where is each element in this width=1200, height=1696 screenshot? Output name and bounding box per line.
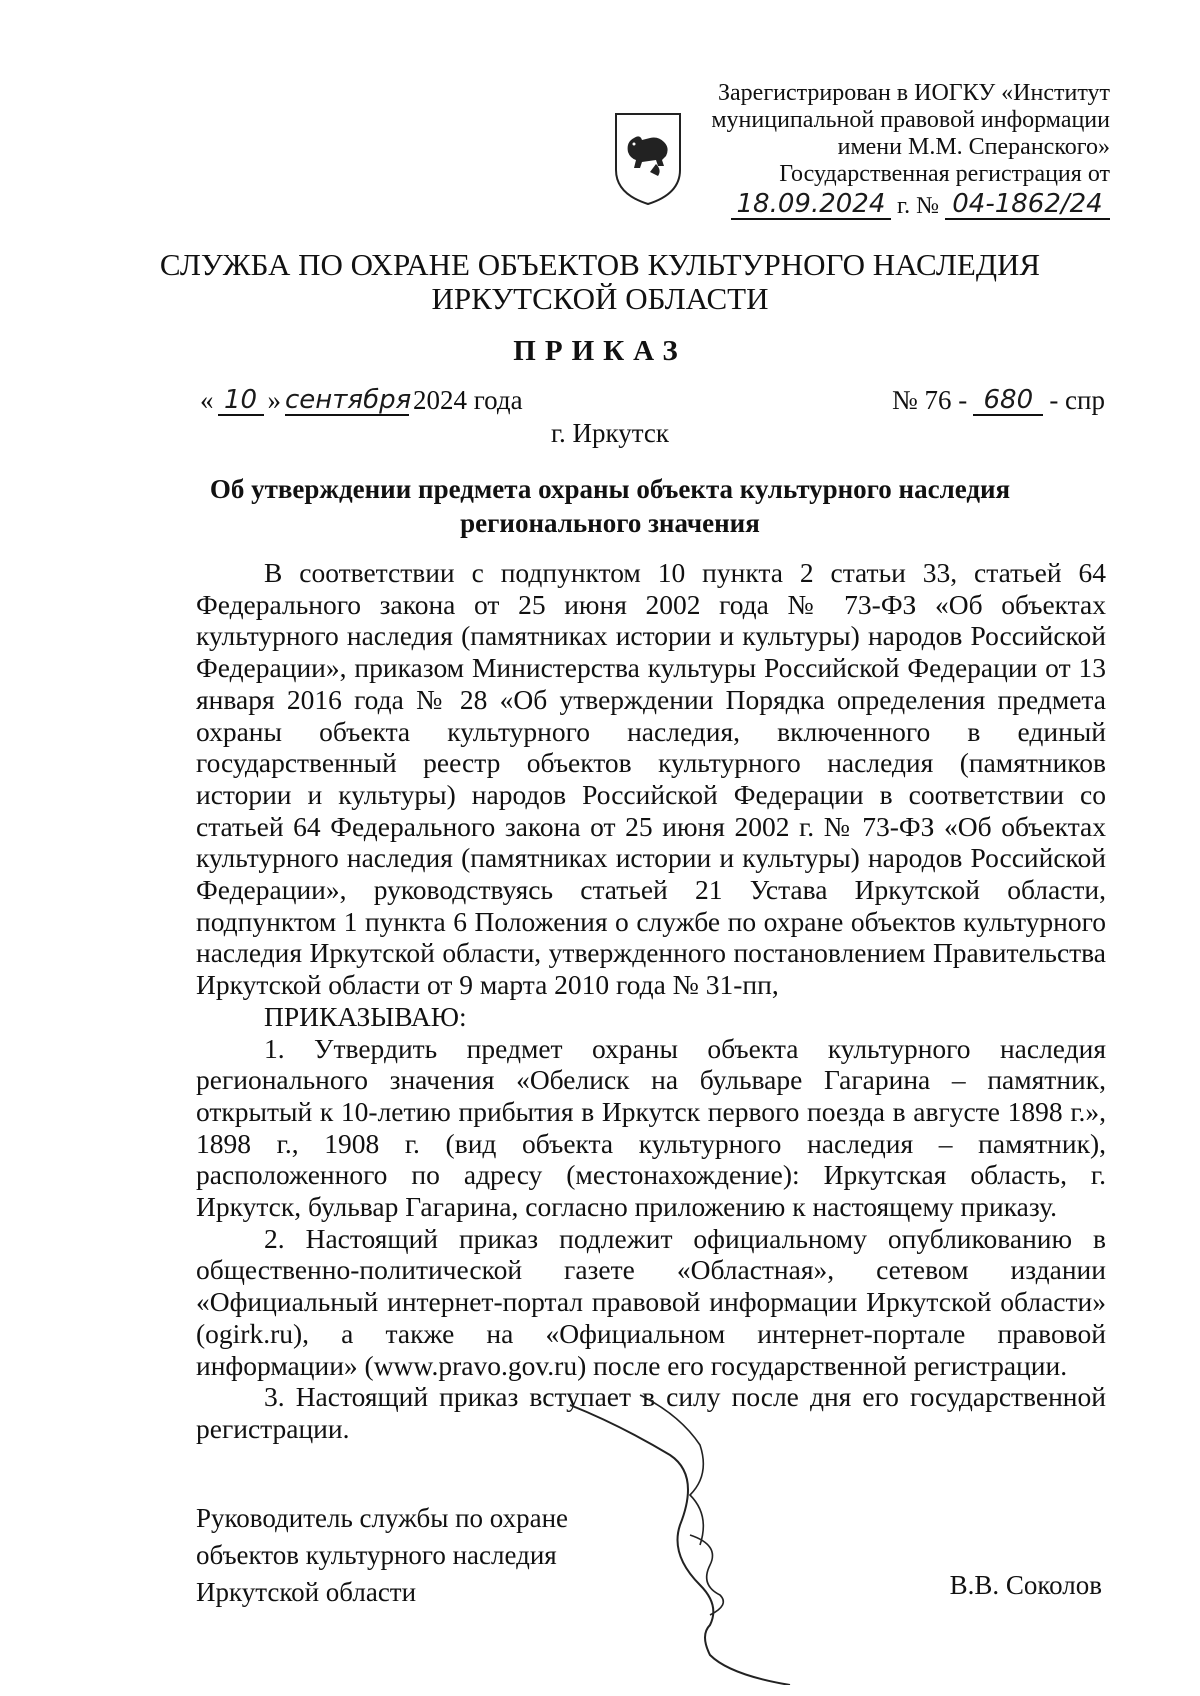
agency-name-line-1: СЛУЖБА ПО ОХРАНЕ ОБЪЕКТОВ КУЛЬТУРНОГО НАСЛЕДИЯ xyxy=(159,247,1041,282)
signature-block xyxy=(196,1500,568,1611)
signer-position-line-1: Руководитель службы по охране xyxy=(196,1503,569,1533)
order-title: ПРИКАЗ xyxy=(513,335,687,367)
order-body xyxy=(196,557,1106,1445)
date-year: 2024 года xyxy=(413,385,523,415)
signer-position-line-2: объектов культурного наследия xyxy=(196,1540,557,1570)
date-day: 10 xyxy=(218,386,264,416)
order-heading-line-2: регионального значения xyxy=(460,508,760,538)
order-number-prefix: № 76 - xyxy=(892,385,968,415)
date-open-quote: « xyxy=(200,385,214,415)
date-close-quote: » xyxy=(267,385,281,415)
order-number-suffix: - спр xyxy=(1049,385,1105,415)
registration-number: 04-1862/24 xyxy=(945,190,1110,220)
registration-line-3: имени М.М. Сперанского» xyxy=(837,134,1110,160)
order-item-3: 3. Настоящий приказ вступает в силу после дня его государственной регистрации. xyxy=(196,1381,1106,1444)
order-date xyxy=(200,385,523,416)
order-number xyxy=(892,385,1105,416)
order-item-2: 2. Настоящий приказ подлежит официальному опубликованию в общественно-политической газете «Областная», сетевом издании «Официальный интернет-портал правовой информации Иркутской области» (ogirk.ru), а также на «Официальном интернет-портале правовой информации» (www.pravo.gov.ru) после его государственной регистрации. xyxy=(196,1222,1106,1381)
order-heading-line-1: Об утверждении предмета охраны объекта культурного наследия xyxy=(209,474,1011,504)
city: г. Иркутск xyxy=(551,418,669,448)
registration-line-2: муниципальной правовой информации xyxy=(711,107,1110,133)
agency-name-line-2: ИРКУТСКОЙ ОБЛАСТИ xyxy=(431,281,769,316)
order-item-1: 1. Утвердить предмет охраны объекта культурного наследия регионального значения «Обелиск на бульваре Гагарина – памятник, открытый к 10-летию прибытия в Иркутск первого поезда в августе 1898 г.», 1898 г., 1908 г. (вид объекта культурного наследия – памятник), расположенного по адресу (местонахождение): Иркутская область, г. Иркутск, бульвар Гагарина, согласно приложению к настоящему приказу. xyxy=(196,1032,1106,1223)
registration-line-1: Зарегистрирован в ИОГКУ «Институт xyxy=(717,80,1110,106)
irkutsk-coat-of-arms-icon xyxy=(612,108,684,208)
order-heading xyxy=(150,472,1070,540)
signer-position-line-3: Иркутской области xyxy=(196,1577,417,1607)
order-number-value: 680 xyxy=(973,386,1043,416)
preamble-paragraph: В соответствии с подпунктом 10 пункта 2 статьи 33, статьей 64 Федерального закона от 25 июня 2002 года № 73-ФЗ «Об объектах культурного наследия (памятниках истории и культуры) народов Российской Федерации», приказом Министерства культуры Российской Федерации от 13 января 2016 года № 28 «Об утверждении Порядка определения предмета охраны объекта культурного наследия, включенного в единый государственный реестр объектов культурного наследия (памятников истории и культуры) народов Российской Федерации в соответствии со статьей 64 Федерального закона от 25 июня 2002 г. № 73-ФЗ «Об объектах культурного наследия (памятниках истории и культуры) народов Российской Федерации», руководствуясь статьей 21 Устава Иркутской области, подпунктом 1 пункта 6 Положения о службе по охране объектов культурного наследия Иркутской области, утвержденного постановлением Правительства Иркутской области от 9 марта 2010 года № 31-пп, xyxy=(196,557,1106,1001)
registration-date-number xyxy=(690,190,1110,220)
registration-date: 18.09.2024 xyxy=(731,190,891,220)
agency-name xyxy=(0,248,1200,316)
registration-line-4: Государственная регистрация от xyxy=(779,161,1110,187)
registration-number-label: г. № xyxy=(896,193,939,219)
handwritten-signature xyxy=(560,1385,810,1685)
order-word: ПРИКАЗЫВАЮ: xyxy=(264,1000,467,1032)
date-month: сентября xyxy=(285,385,412,415)
registration-stamp xyxy=(690,80,1110,220)
signer-name: В.В. Соколов xyxy=(949,1570,1102,1600)
